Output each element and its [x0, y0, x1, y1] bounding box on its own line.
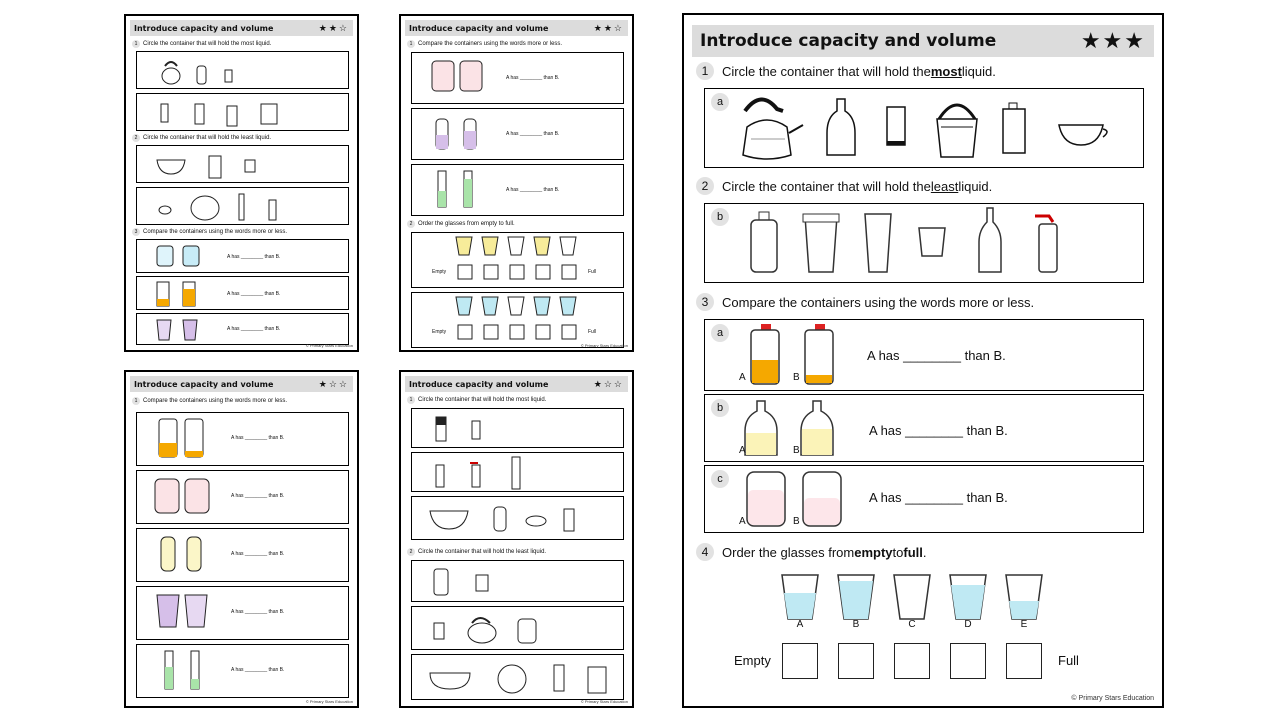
- glass-icon: [887, 107, 905, 145]
- question-text: Compare the containers using the words more or less.: [722, 294, 1035, 310]
- question-3: [696, 293, 1034, 311]
- worksheet-thumb-2[interactable]: [399, 14, 634, 352]
- compare-row[interactable]: [136, 586, 349, 640]
- sheet-title: Introduce capacity and volume: [409, 23, 549, 33]
- bucket-icon: [937, 105, 977, 157]
- question-text: Order the glasses from: [722, 544, 855, 560]
- keyword-full: full: [903, 544, 923, 560]
- compare-row[interactable]: [411, 52, 624, 104]
- compare-row[interactable]: [136, 239, 349, 273]
- question-text-end: .: [922, 544, 927, 560]
- question-number: 2: [696, 177, 714, 195]
- spray-bottle-icon: [1035, 216, 1057, 272]
- compare-row[interactable]: [411, 164, 624, 216]
- glasses-pictures: [412, 233, 625, 289]
- travel-mug-icon: [803, 214, 839, 272]
- row-label: b: [711, 208, 729, 226]
- compare-sentence: A has ________ than B.: [227, 326, 281, 332]
- worksheet-thumb-4[interactable]: [399, 370, 634, 708]
- compare-row[interactable]: [136, 412, 349, 466]
- teacup-icon: [1059, 125, 1107, 145]
- question-text: Circle the container that will hold the least liquid.: [418, 549, 547, 555]
- compare-row[interactable]: [136, 313, 349, 345]
- compare-sentence: A has ________ than B.: [231, 609, 285, 615]
- compare-sentence: A has ________ than B.: [506, 187, 560, 193]
- compare-sentence: A has ________ than B.: [227, 254, 281, 260]
- question-2: 2 Circle the container that will hold the least liquid.: [407, 548, 546, 556]
- question-text-end: liquid.: [961, 63, 996, 79]
- question-number: 1: [696, 62, 714, 80]
- label-b: B: [793, 372, 800, 383]
- question-1: 1 Circle the container that will hold the most liquid.: [132, 40, 271, 48]
- question-text: Circle the container that will hold the least liquid.: [143, 135, 272, 141]
- copyright-footer: © Primary Stars Education: [580, 699, 628, 704]
- sheet-header: [405, 376, 628, 392]
- compare-row[interactable]: [136, 528, 349, 582]
- compare-sentence: A has ________ than B.: [869, 490, 1008, 505]
- question-number: 4: [696, 543, 714, 561]
- question-text: Circle the container that will hold the most liquid.: [418, 397, 547, 403]
- glasses-pictures: [412, 293, 625, 349]
- question-text: Circle the container that will hold the: [722, 63, 931, 79]
- question-text: Compare the containers using the words more or less.: [418, 41, 563, 47]
- compare-row-b[interactable]: [704, 394, 1144, 462]
- compare-sentence: A has ________ than B.: [506, 131, 560, 137]
- label-b: B: [793, 516, 800, 527]
- question-text: Compare the containers using the words more or less.: [143, 229, 288, 235]
- difficulty-stars: ★☆☆: [593, 378, 624, 389]
- answer-square[interactable]: [782, 643, 818, 679]
- jar-icon: [747, 472, 785, 526]
- compare-sentence: A has ________ than B.: [231, 667, 285, 673]
- question-2: 2 Order the glasses from empty to full.: [407, 220, 515, 228]
- glass-d-icon: [950, 575, 986, 619]
- question-text-mid: to: [892, 544, 904, 560]
- row-label: c: [711, 470, 729, 488]
- jar-icon: [803, 472, 841, 526]
- empty-label: Empty: [734, 653, 771, 668]
- row-label: b: [711, 399, 729, 417]
- compare-row[interactable]: [136, 276, 349, 310]
- sheet-header: [405, 20, 628, 36]
- glass-label: D: [964, 619, 972, 630]
- answer-square[interactable]: [894, 643, 930, 679]
- compare-row-a[interactable]: [704, 319, 1144, 391]
- keyword-empty: empty: [854, 544, 893, 560]
- question-text: Compare the containers using the words more or less.: [143, 398, 288, 404]
- compare-sentence: A has ________ than B.: [231, 551, 285, 557]
- row-label: a: [711, 93, 729, 111]
- keyword-least: least: [930, 178, 959, 194]
- question-1: 1 Circle the container that will hold the most liquid.: [407, 396, 546, 404]
- question-1: [696, 62, 996, 80]
- compare-sentence: A has ________ than B.: [231, 435, 285, 441]
- copyright-footer: © Primary Stars Education: [580, 343, 628, 348]
- container-pictures: [412, 655, 625, 701]
- container-pictures: [412, 453, 625, 493]
- answer-square[interactable]: [950, 643, 986, 679]
- row-label: a: [711, 324, 729, 342]
- washing-up-bottle-icon: [801, 401, 833, 455]
- glass-label: B: [852, 619, 860, 630]
- answer-box[interactable]: [411, 654, 624, 700]
- container-pictures: [412, 607, 625, 651]
- compare-sentence: A has ________ than B.: [506, 75, 560, 81]
- kettle-icon: [743, 99, 803, 159]
- answer-square[interactable]: [838, 643, 874, 679]
- sheet-title: Introduce capacity and volume: [134, 23, 274, 33]
- pint-glass-icon: [865, 214, 891, 272]
- answer-box[interactable]: [136, 187, 349, 225]
- sheet-title: Introduce capacity and volume: [134, 379, 274, 389]
- glass-e-icon: [1006, 575, 1042, 619]
- container-pictures: [412, 561, 625, 603]
- empty-label: Empty: [432, 329, 447, 335]
- compare-row-c[interactable]: [704, 465, 1144, 533]
- question-2: [696, 177, 992, 195]
- label-b: B: [793, 445, 800, 456]
- juice-carton-icon: [751, 324, 779, 384]
- difficulty-stars: ★☆☆: [318, 378, 349, 389]
- sheet-header: [130, 376, 353, 392]
- compare-sentence: A has ________ than B.: [231, 493, 285, 499]
- container-pictures: [137, 188, 350, 226]
- difficulty-stars: ★★☆: [593, 22, 624, 33]
- answer-square[interactable]: [1006, 643, 1042, 679]
- answer-box[interactable]: [411, 560, 624, 602]
- container-pictures: [137, 52, 350, 90]
- full-label: Full: [588, 269, 597, 275]
- full-label: Full: [588, 329, 597, 335]
- answer-box[interactable]: [136, 93, 349, 131]
- question-number: 3: [696, 293, 714, 311]
- worksheet-thumb-3[interactable]: [124, 370, 359, 708]
- full-label: Full: [1058, 653, 1079, 668]
- question-1: 1 Compare the containers using the words more or less.: [132, 397, 287, 405]
- compare-row[interactable]: [411, 108, 624, 160]
- glasses-pictures: [684, 571, 1166, 631]
- compare-row[interactable]: [136, 644, 349, 698]
- tall-bottle-icon: [979, 208, 1001, 272]
- container-pictures: [137, 94, 350, 132]
- sheet-title: Introduce capacity and volume: [700, 31, 997, 51]
- water-bottle-icon: [751, 212, 777, 272]
- copyright-footer: © Primary Stars Education: [305, 699, 353, 704]
- copyright-footer: © Primary Stars Education: [305, 343, 353, 348]
- glass-b-icon: [838, 575, 874, 619]
- answer-box-q2[interactable]: [704, 203, 1144, 283]
- answer-box[interactable]: [411, 452, 624, 492]
- glass-c-icon: [894, 575, 930, 619]
- compare-sentence: A has ________ than B.: [869, 423, 1008, 438]
- label-a: A: [739, 445, 746, 456]
- container-pictures: [705, 89, 1145, 169]
- sheet-header: [130, 20, 353, 36]
- answer-box[interactable]: [411, 606, 624, 650]
- compare-sentence: A has ________ than B.: [867, 348, 1006, 363]
- question-text-end: liquid.: [958, 178, 993, 194]
- container-pictures: [412, 409, 625, 449]
- worksheet-thumb-1[interactable]: [124, 14, 359, 352]
- container-pictures: [705, 204, 1145, 284]
- sheet-header: [692, 25, 1154, 57]
- answer-box[interactable]: [136, 51, 349, 89]
- question-text: Order the glasses from empty to full.: [418, 221, 515, 227]
- question-1: 1 Compare the containers using the words more or less.: [407, 40, 562, 48]
- order-glasses-box[interactable]: [411, 232, 624, 288]
- container-pictures: [137, 146, 350, 184]
- glass-a-icon: [782, 575, 818, 619]
- sheet-title: Introduce capacity and volume: [409, 379, 549, 389]
- compare-sentence: A has ________ than B.: [227, 291, 281, 297]
- question-4: [696, 543, 926, 561]
- order-glasses-box[interactable]: [411, 292, 624, 348]
- difficulty-stars: ★★★: [1080, 28, 1146, 53]
- question-3: 3 Compare the containers using the words more or less.: [132, 228, 287, 236]
- juice-carton-icon: [805, 324, 833, 384]
- answer-box[interactable]: [136, 145, 349, 183]
- keyword-most: most: [930, 63, 962, 79]
- glass-label: E: [1020, 619, 1028, 630]
- milk-bottle-icon: [1003, 103, 1025, 153]
- washing-up-bottle-icon: [827, 99, 855, 155]
- label-a: A: [739, 516, 746, 527]
- shot-glass-icon: [919, 228, 945, 256]
- label-a: A: [739, 372, 746, 383]
- answer-box-q1[interactable]: [704, 88, 1144, 168]
- glass-label: C: [908, 619, 916, 630]
- container-pictures: [412, 497, 625, 541]
- question-text: Circle the container that will hold the most liquid.: [143, 41, 272, 47]
- glass-label: A: [796, 619, 804, 630]
- empty-label: Empty: [432, 269, 447, 275]
- answer-box[interactable]: [411, 408, 624, 448]
- difficulty-stars: ★★☆: [318, 22, 349, 33]
- copyright-footer: © Primary Stars Education: [1071, 695, 1154, 702]
- answer-box[interactable]: [411, 496, 624, 540]
- worksheet-main[interactable]: [682, 13, 1164, 708]
- question-2: 2 Circle the container that will hold the least liquid.: [132, 134, 271, 142]
- washing-up-bottle-icon: [745, 401, 777, 455]
- compare-row[interactable]: [136, 470, 349, 524]
- question-text: Circle the container that will hold the: [722, 178, 931, 194]
